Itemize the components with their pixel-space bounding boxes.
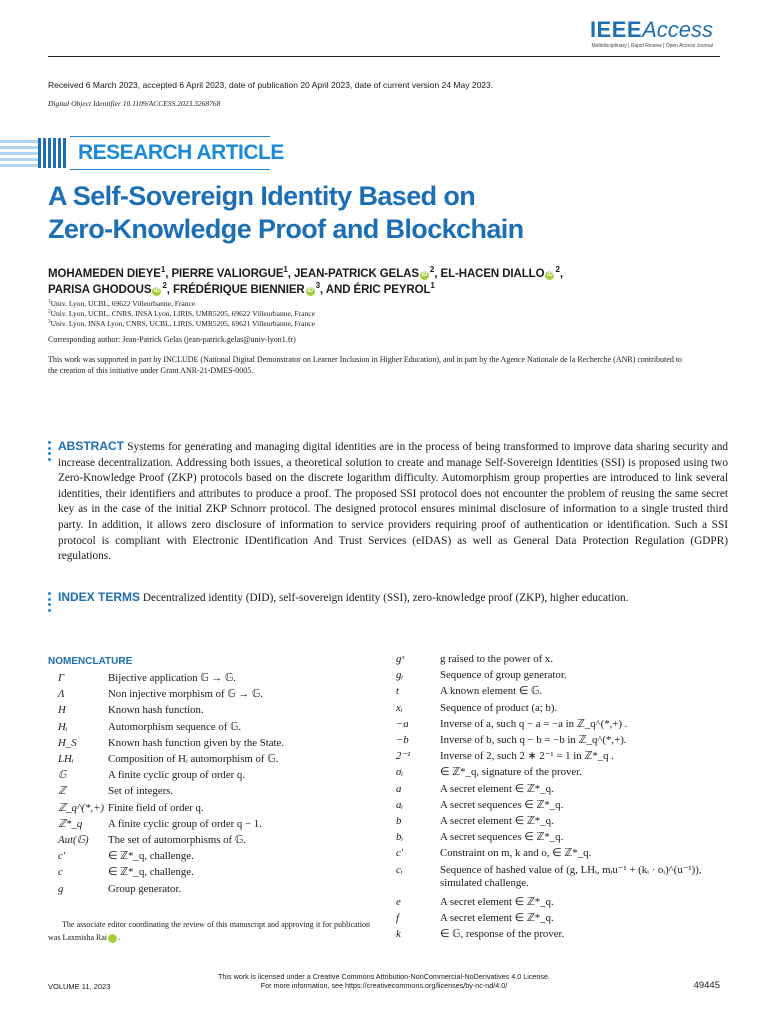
volume-info: VOLUME 11, 2023 — [48, 982, 111, 991]
nomenclature-symbol: −b — [396, 734, 409, 746]
journal-tagline: Multidisciplinary | Rapid Review | Open Access Journal — [591, 43, 713, 49]
nomenclature-definition: A known element ∈ 𝔾. — [440, 685, 543, 698]
nomenclature-definition: A finite cyclic group of order q. — [108, 769, 246, 782]
title-line-1: A Self-Sovereign Identity Based on — [48, 181, 476, 211]
nomenclature-symbol: 𝔾 — [58, 769, 67, 782]
article-type: RESEARCH ARTICLE — [78, 141, 284, 164]
corresponding-author: Corresponding author: Jean-Patrick Gelas (jean-patrick.gelas@univ-lyon1.fr) — [48, 335, 296, 344]
nomenclature-symbol: cᵢ — [396, 863, 403, 876]
nomenclature-definition: Constraint on m, k and o, ∈ ℤ*_q. — [440, 847, 592, 860]
abstract-text: Systems for generating and managing digital identities are in the process of being transformed to improve data sharing security and increase decentralization. Addressing both issues, a theoretical solution to create and manage Self-Sovereign Identities (SSI) is proposed using two Zero-Knowledge Proof (ZKP) protocols based on the discrete logarithm difficulty. Automorphism group properties are introduced to link several identities, their identifiers and attributes to produce a proof. The proposed SSI protocol does not encounter the problem of reusing the same secret key as in the case of the initial ZKP Schnorr protocol. The designed protocol ensures minimal disclosure of information to a single trusted third party. In addition, it allows zero disclosure of information to service providers requiring proof of authentication or identification. Such a SSI protocol is compliant with Electronic IDentification And Trust Services (eIDAS) as well as General Data Protection Regulation (GDPR) regulations. — [58, 441, 728, 563]
journal-brand: IEEEAccess — [589, 17, 713, 42]
nomenclature-definition: A secret element ∈ ℤ*_q. — [440, 815, 554, 827]
nomenclature-definition: Sequence of product (a; b). — [440, 701, 558, 714]
author[interactable]: EL-HACEN DIALLO $iD^2$ — [440, 265, 560, 280]
nomenclature-definition: Group generator. — [108, 882, 182, 895]
nomenclature-title: NOMENCLATURE — [48, 656, 133, 667]
license-link[interactable]: For more information, see https://creativecommons.org/licenses/by-nc-nd/4.0/ — [260, 981, 508, 990]
license-line: This work is licensed under a Creative Commons Attribution-NonCommercial-NoDerivatives 4.0 License. — [218, 972, 550, 981]
nomenclature-definition: A secret element ∈ ℤ*_q. — [440, 782, 554, 795]
orcid-icon[interactable]: iD — [421, 272, 428, 278]
header-rule — [48, 56, 720, 57]
nomenclature-symbol: xᵢ — [396, 701, 403, 714]
nomenclature-symbol: gˣ — [396, 653, 405, 665]
nomenclature-symbol: Λ — [58, 688, 65, 701]
nomenclature-symbol: Γ — [58, 672, 65, 684]
nomenclature-definition: g raised to the power of x. — [440, 653, 554, 665]
nomenclature-definition: Inverse of a, such q − a = −a in ℤ_q^(*,+) . — [440, 717, 628, 730]
index-terms — [58, 590, 728, 607]
banner-stripes-icon — [0, 136, 70, 170]
nomenclature-definition: Automorphism sequence of 𝔾. — [108, 720, 242, 733]
author[interactable]: JEAN-PATRICK GELAS $iD^2$ — [294, 265, 435, 280]
nomenclature-definition: Set of integers. — [108, 785, 174, 798]
nomenclature-definition: Composition of Hᵢ automorphism of 𝔾. — [108, 753, 279, 765]
nomenclature-symbol: t — [396, 685, 399, 698]
nomenclature-definition: A finite cyclic group of order q − 1. — [108, 817, 262, 830]
doi-link[interactable]: Digital Object Identifier 10.1109/ACCESS.2023.3268768 — [48, 99, 221, 108]
nomenclature-symbol: f — [396, 912, 399, 925]
author[interactable]: ÉRIC PEYROL$^1$ — [353, 281, 435, 296]
nomenclature-symbol: ℤ*_q — [58, 817, 83, 830]
section-dots-icon — [48, 592, 52, 614]
nomenclature-definition: Known hash function given by the State. — [108, 736, 285, 749]
index-terms-text: Decentralized identity (DID), self-sovereign identity (SSI), zero-knowledge proof (ZKP), higher education. — [142, 592, 629, 604]
author[interactable]: PIERRE VALIORGUE$^1$ — [171, 265, 288, 280]
author[interactable]: PARISA GHODOUS $iD^2$ — [48, 281, 167, 296]
orcid-icon[interactable]: iD — [307, 288, 314, 294]
abstract-label: ABSTRACT — [58, 439, 124, 453]
nomenclature-symbol: g — [58, 882, 64, 895]
nomenclature-definition: Non injective morphism of 𝔾 → 𝔾. — [108, 688, 263, 701]
nomenclature-definition: Bijective application 𝔾 → 𝔾. — [108, 672, 236, 684]
nomenclature-definition: ∈ ℤ*_q, challenge. — [108, 866, 194, 879]
nomenclature-definition: Inverse of b, such q − b = −b in ℤ_q^(*,+). — [440, 734, 627, 746]
nomenclature-symbol: a — [396, 782, 402, 795]
nomenclature-definition: A secret element ∈ ℤ*_q. — [440, 912, 554, 925]
author[interactable]: MOHAMEDEN DIEYE$^1$ — [48, 265, 166, 280]
nomenclature-symbol: σᵢ — [396, 766, 404, 779]
affiliation: $^1$Univ. Lyon, UCBL, 69622 Villeurbanne, France — [48, 298, 196, 308]
nomenclature-symbol: gᵢ — [396, 669, 404, 682]
nomenclature-definition: The set of automorphisms of 𝔾. — [108, 834, 246, 846]
abstract — [58, 439, 728, 565]
nomenclature-definition: ∈ 𝔾, response of the prover. — [440, 928, 565, 941]
journal-logo — [590, 18, 713, 49]
title-line-2: Zero-Knowledge Proof and Blockchain — [48, 214, 524, 244]
orcid-icon[interactable]: iD — [153, 288, 160, 294]
nomenclature-definition: A secret element ∈ ℤ*_q. — [440, 896, 554, 908]
nomenclature-definition: Known hash function. — [108, 704, 204, 717]
nomenclature-definition: ∈ ℤ*_q, signature of the prover. — [440, 766, 582, 779]
paper-title — [48, 180, 728, 246]
nomenclature-symbol: 2⁻¹ — [396, 750, 411, 763]
editor-note: The associate editor coordinating the review of this manuscript and approving it for publication was Laxmisha Rai iD. — [48, 920, 370, 942]
nomenclature-symbol: b — [396, 815, 402, 827]
nomenclature-definition: A secret sequences ∈ ℤ*_q. — [440, 798, 564, 811]
nomenclature-symbol: Aut(𝔾) — [58, 834, 89, 846]
orcid-icon[interactable]: iD — [108, 934, 117, 943]
affiliation: $^2$Univ. Lyon, UCBL, CNRS, INSA Lyon, LIRIS, UMR5205, 69622 Villeurbanne, France — [48, 308, 315, 318]
nomenclature-definition: Finite field of order q. — [108, 801, 204, 814]
nomenclature-symbol: ℤ — [58, 785, 67, 798]
orcid-icon[interactable]: iD — [547, 272, 553, 278]
nomenclature-symbol: bᵢ — [396, 831, 404, 844]
nomenclature-definition: ∈ ℤ*_q, challenge. — [108, 850, 194, 863]
funding-statement: This work was supported in part by INCLUDE (National Digital Demonstrator on Learner Inclusion in Higher Education), and in part by the Agence Nationale de la Recherche (ANR) contributed to the creation of this initiative under Grant ANR-21-DMES-0005. — [48, 355, 683, 375]
author[interactable]: FRÉDÉRIQUE BIENNIER $iD^3$ — [172, 281, 321, 296]
section-dots-icon — [48, 441, 52, 463]
nomenclature-definition: Inverse of 2, such 2 ∗ 2⁻¹ = 1 in ℤ*_q . — [440, 750, 614, 763]
received-dates: Received 6 March 2023, accepted 6 April 2023, date of publication 20 April 2023, date of current version 24 May 2023. — [48, 80, 494, 90]
author-list: MOHAMEDEN DIEYE$^1$, PIERRE VALIORGUE$^1$, JEAN-PATRICK GELAS $iD^2$, EL-HACEN DIALLO $iD^2$, PARISA GHODOUS $iD^2$, FRÉDÉRIQUE BIENNIER $iD^3$, AND ÉRIC PEYROL$^1$ — [48, 265, 563, 296]
nomenclature-definition: Sequence of hashed value of (g, LHᵢ, mᵢu⁻¹ + (kᵢ · oᵢ)^(u⁻¹)), simulated challenge. — [440, 863, 702, 889]
affiliation: $^3$Univ. Lyon, INSA Lyon, CNRS, UCBL, LIRIS, UMR5205, 69621 Villeurbanne, France — [48, 318, 315, 328]
nomenclature-symbol: k — [396, 928, 401, 941]
nomenclature-symbol: H — [58, 704, 66, 717]
nomenclature-symbol: H_S — [58, 736, 77, 749]
index-terms-label: INDEX TERMS — [58, 590, 141, 604]
nomenclature-symbol: ℤ_q^(*,+) — [58, 801, 104, 814]
affiliations — [48, 299, 315, 329]
nomenclature-definition: Sequence of group generator. — [440, 669, 567, 682]
nomenclature-symbol: e — [396, 896, 401, 908]
license-notice — [0, 972, 768, 990]
nomenclature-definition: A secret sequences ∈ ℤ*_q. — [440, 831, 564, 844]
page-number: 49445 — [693, 980, 720, 991]
nomenclature-symbol: c′ — [58, 850, 66, 863]
nomenclature-symbol: Hᵢ — [58, 720, 68, 733]
nomenclature-symbol: c′ — [396, 847, 404, 860]
nomenclature-symbol: c — [58, 866, 63, 879]
nomenclature-symbol: aᵢ — [396, 798, 404, 811]
nomenclature-symbol: LHᵢ — [58, 753, 74, 765]
nomenclature-symbol: −a — [396, 717, 409, 730]
